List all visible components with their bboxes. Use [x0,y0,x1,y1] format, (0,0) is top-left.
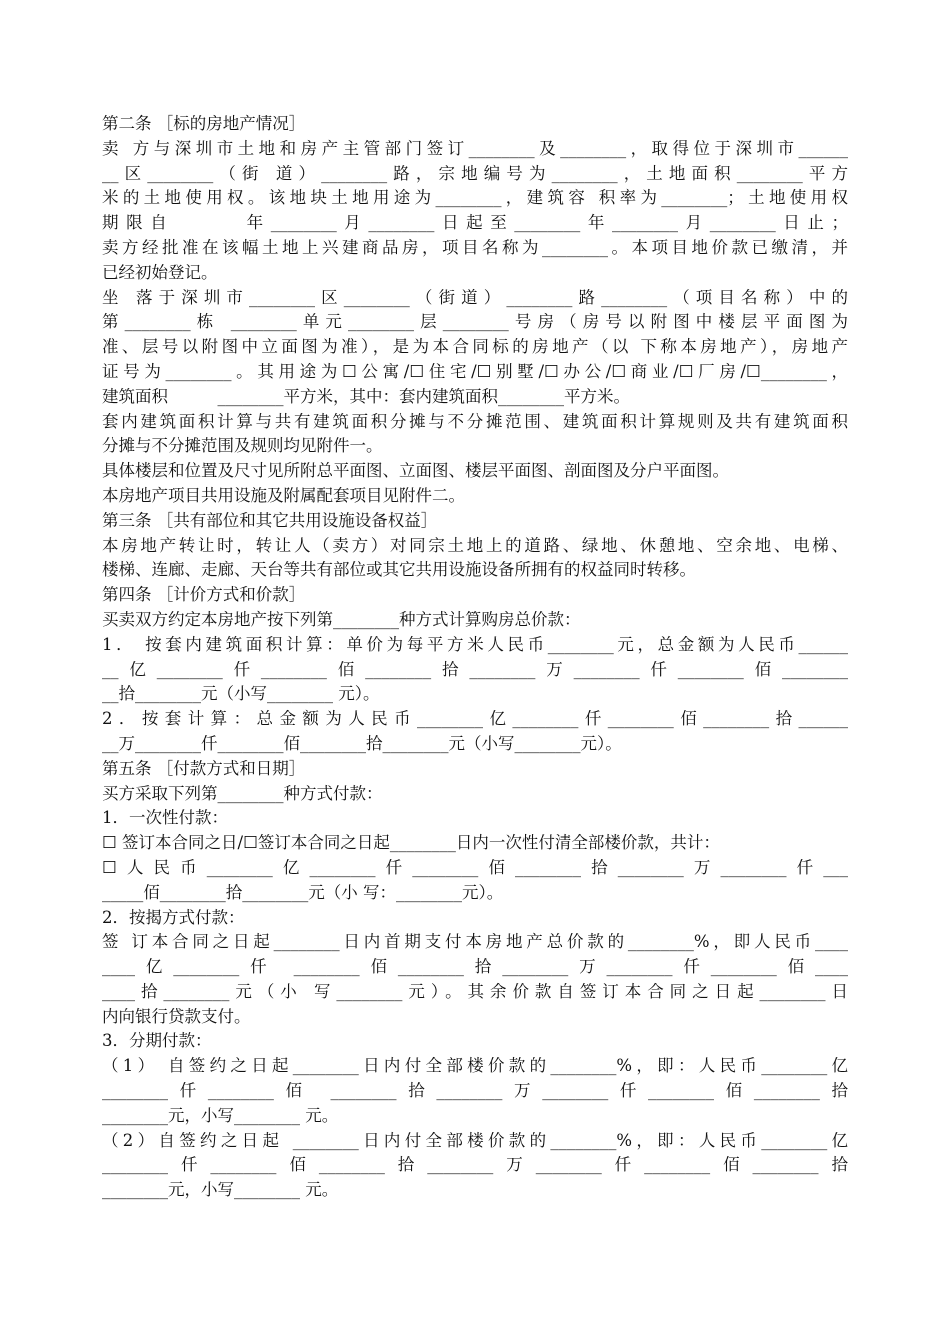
text-line: ____亿________仟 ________佰________拾________万________仟________佰____ [102,957,848,977]
text-line: ☐ 签订本合同之日/☐签订本合同之日起________日内一次性付清全部楼价款，共计： [102,833,720,853]
text-line: 分摊与不分摊范围及规则均见附件一。 [102,436,383,456]
text-line: 本房地产项目共用设施及附属配套项目见附件二。 [102,485,465,505]
text-line: 1．一次性付款： [102,808,228,828]
text-line: __拾________元（小写________ 元）。 [102,684,380,704]
text-line: 第________栋 ________单元________层________号房（房号以附图中楼层平面图为 [102,312,848,332]
text-line: 具体楼层和位置及尺寸见所附总平面图、立面图、楼层平面图、剖面图及分户平面图。 [102,461,729,481]
text-line: 3．分期付款： [102,1031,212,1051]
text-line: 已经初始登记。 [102,262,218,282]
text-line: 本房地产转让时，转让人（卖方）对同宗土地上的道路、绿地、休憩地、空余地、电梯、 [102,535,848,555]
text-line: 第五条 ［付款方式和日期］ [102,758,306,778]
text-line: 米的土地使用权。该地块土地用途为________，建筑容 积率为________；土地使用权 [102,188,848,208]
contract-page [102,112,848,1203]
text-line: ____拾________元（小 写________元）。其余价款自签订本合同之日起________日 [102,981,848,1001]
text-line: 楼梯、连廊、走廊、天台等共有部位或其它共用设施设备所拥有的权益同时转移。 [102,560,696,580]
text-line: ________元，小写________ 元。 [102,1105,339,1125]
text-line: 卖 方与深圳市土地和房产主管部门签订________及________，取得位于深圳市______ [102,138,848,158]
text-line: 套内建筑面积计算与共有建筑面积分摊与不分摊范围、建筑面积计算规则及共有建筑面积 [102,411,848,431]
text-line: __万________仟________佰________拾________元（小写________元）。 [102,733,622,753]
text-line: __亿________仟________佰________拾________万________仟________佰________ [102,659,848,679]
text-line: （1） 自签约之日起________日内付全部楼价款的________%，即：人民币________亿 [102,1056,848,1076]
text-line: 内向银行贷款支付。 [102,1006,251,1026]
text-line: 买卖双方约定本房地产按下列第________种方式计算购房总价款： [102,609,581,629]
text-line: ________仟________佰________拾________万________仟________佰________拾 [102,1155,848,1175]
text-line: 2．按套计算：总金额为人民币________亿________仟________佰________拾______ [102,709,848,729]
text-line: ________元，小写________ 元。 [102,1180,339,1200]
text-line: 卖方经批准在该幅土地上兴建商品房，项目名称为________。本项目地价款已缴清，并 [102,237,848,257]
text-line: 买方采取下列第________种方式付款： [102,783,383,803]
text-line: 第三条 ［共有部位和其它共用设施设备权益］ [102,510,438,530]
text-line: ________仟________佰 ________拾________万________仟________佰________拾 [102,1081,848,1101]
text-line: 签 订本合同之日起________日内首期支付本房地产总价款的________%，即人民币____ [102,932,848,952]
text-line: 坐 落于深圳市________区________（街道）________路________（项目名称）中的 [102,287,848,307]
text-line: 建筑面积 ________平方米，其中：套内建筑面积________平方米。 [102,386,630,406]
text-line: 第二条 ［标的房地产情况］ [102,114,306,133]
text-line: 证号为________。其用途为☐公寓/☐住宅/☐别墅/☐办公/☐商业/☐厂房/☐________， [102,361,848,381]
text-line: 2．按揭方式付款： [102,907,245,927]
text-line: __区________（街 道）________路，宗地编号为________，土地面积________平方 [102,163,848,183]
text-line: 期限自 年________月________日起至________年________月________日止； [102,213,848,233]
text-line: 准、层号以附图中立面图为准），是为本合同标的房地产（以 下称本房地产），房地产 [102,337,848,357]
text-line: 1． 按套内建筑面积计算：单价为每平方米人民币________元，总金额为人民币______ [102,634,848,654]
text-line: 第四条 ［计价方式和价款］ [102,585,306,605]
text-line: _____佰________拾________元（小 写：________元）。 [102,882,504,902]
text-line: （2）自签约之日起 ________日内付全部楼价款的________%，即：人民币________亿 [102,1130,848,1150]
text-line: ☐人民币________亿________仟________佰________拾________万________仟___ [102,857,848,877]
